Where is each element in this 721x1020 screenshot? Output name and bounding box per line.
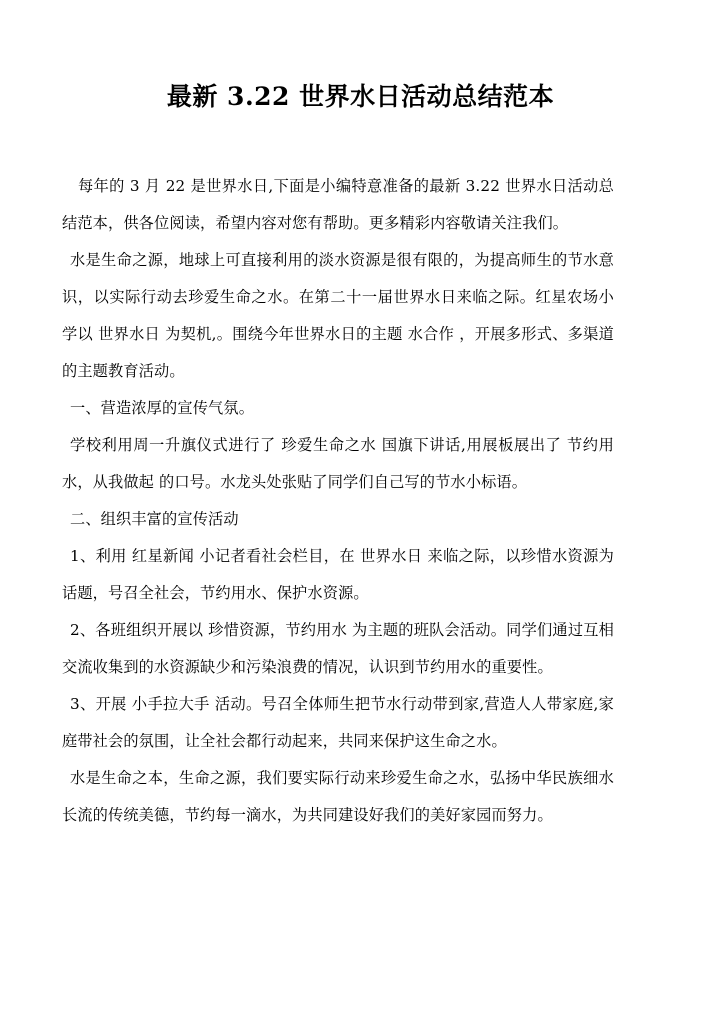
paragraph-closing: 水是生命之本，生命之源，我们要实际行动来珍爱生命之水，弘扬中华民族细水长流的传统美德，节约每一滴水，为共同建设好我们的美好家园而努力。 xyxy=(62,769,614,824)
paragraph-section-one-body: 学校利用周一升旗仪式进行了 珍爱生命之水 国旗下讲话,用展板展出了 节约用水，从我做起 的口号。水龙头处张贴了同学们自己写的节水小标语。 xyxy=(62,436,614,491)
paragraph-intro: 每年的 3 月 22 是世界水日,下面是小编特意准备的最新 3.22 世界水日活动总结范本，供各位阅读，希望内容对您有帮助。更多精彩内容敬请关注我们。 xyxy=(62,177,614,232)
paragraph-item-1: 1、利用 红星新闻 小记者看社会栏目，在 世界水日 来临之际，以珍惜水资源为话题，号召全社会，节约用水、保护水资源。 xyxy=(62,547,614,602)
paragraph-section-two-heading: 二、组织丰富的宣传活动 xyxy=(70,510,239,528)
document-body xyxy=(62,168,614,834)
page-title: 最新 3.22 世界水日活动总结范本 xyxy=(166,82,555,111)
paragraph-background: 水是生命之源，地球上可直接利用的淡水资源是很有限的，为提高师生的节水意识，以实际行动去珍爱生命之水。在第二十一届世界水日来临之际。红星农场小学以 世界水日 为契机,。围绕今年世界水日的主题 水合作 ，开展多形式、多渠道的主题教育活动。 xyxy=(62,251,614,380)
paragraph-item-3: 3、开展 小手拉大手 活动。号召全体师生把节水行动带到家,营造人人带家庭,家庭带社会的氛围，让全社会都行动起来，共同来保护这生命之水。 xyxy=(62,695,614,750)
paragraph-section-one-heading: 一、营造浓厚的宣传气氛。 xyxy=(70,399,255,417)
paragraph-item-2: 2、各班组织开展以 珍惜资源，节约用水 为主题的班队会活动。同学们通过互相交流收集到的水资源缺少和污染浪费的情况，认识到节约用水的重要性。 xyxy=(62,621,614,676)
